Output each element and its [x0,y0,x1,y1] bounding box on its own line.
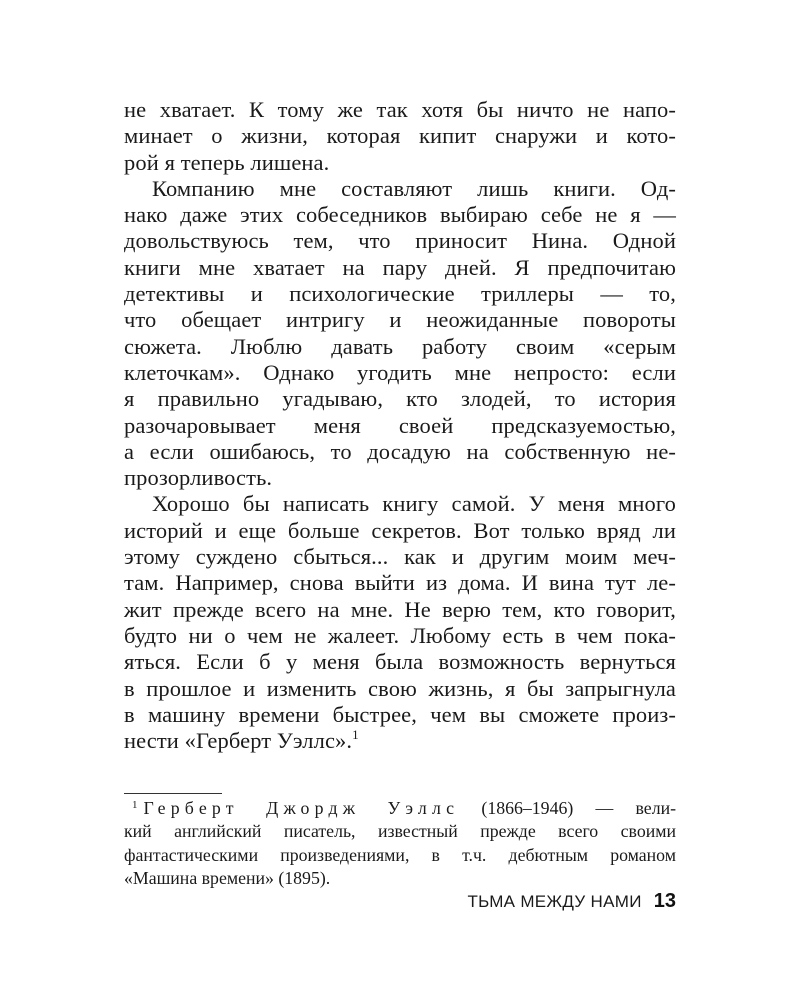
text-line: там. Например, снова выйти из дома. И вина тут ле- [124,570,676,596]
text-line: будто ни о чем не жалеет. Любому есть в чем пока- [124,622,676,648]
text-line: что обещает интригу и неожиданные повороты [124,307,676,333]
text-line: Компанию мне составляют лишь книги. Од- [152,175,676,201]
text-line: клеточкам». Однако угодить мне непросто: если [124,359,676,385]
footnote-line: кий английский писатель, известный прежде всего своими [124,821,676,842]
text-line: сюжета. Люблю давать работу своим «серым [124,333,676,359]
text-line-content: нести «Герберт Уэллс». [124,728,353,754]
text-line: в машину времени быстрее, чем вы сможете произ- [124,701,676,727]
text-line: этому суждено сбыться... как и другим моим меч- [124,544,676,570]
footnote [124,797,676,891]
footnote-divider [124,793,222,794]
text-line [124,728,676,754]
text-line: яться. Если б у меня была возможность вернуться [124,649,676,675]
running-footer [467,890,676,918]
text-line: в прошлое и изменить свою жизнь, я бы запрыгнула [124,675,676,701]
footnote-line: фантастическими произведениями, в т.ч. дебютным романом [124,844,676,865]
footnote-name: Герберт Джордж Уэллс [143,798,460,818]
text-line: детективы и психологические триллеры — то, [124,281,676,307]
text-line: не хватает. К тому же так хотя бы ничто не напо- [124,97,676,122]
footnote-reference[interactable]: 1 [352,727,359,743]
text-line: я правильно угадываю, кто злодей, то история [124,386,676,412]
text-line: довольствуюсь тем, что приносит Нина. Одной [124,228,676,254]
footnote-number: 1 [132,799,138,811]
main-text [124,97,676,754]
text-line: разочаровывает меня своей предсказуемостью, [124,412,676,438]
text-line: книги мне хватает на пару дней. Я предпочитаю [124,254,676,280]
text-line: нако даже этих собеседников выбираю себе не я — [124,202,676,228]
text-line: прозорливость. [124,465,273,491]
text-line: а если ошибаюсь, то досадую на собственную не- [124,438,676,464]
footnote-line [124,797,676,820]
running-title: ТЬМА МЕЖДУ НАМИ [467,892,642,911]
text-line: рой я теперь лишена. [124,149,330,175]
page-number: 13 [653,890,676,912]
text-line: жит прежде всего на мне. Не верю тем, кто говорит, [124,596,676,622]
text-line: минает о жизни, которая кипит снаружи и кото- [124,123,676,149]
footnote-line: «Машина времени» (1895). [124,868,331,889]
text-line: историй и еще больше секретов. Вот только вряд ли [124,517,676,543]
footnote-text: (1866–1946) — вели- [481,798,677,818]
text-line: Хорошо бы написать книгу самой. У меня много [152,491,676,517]
